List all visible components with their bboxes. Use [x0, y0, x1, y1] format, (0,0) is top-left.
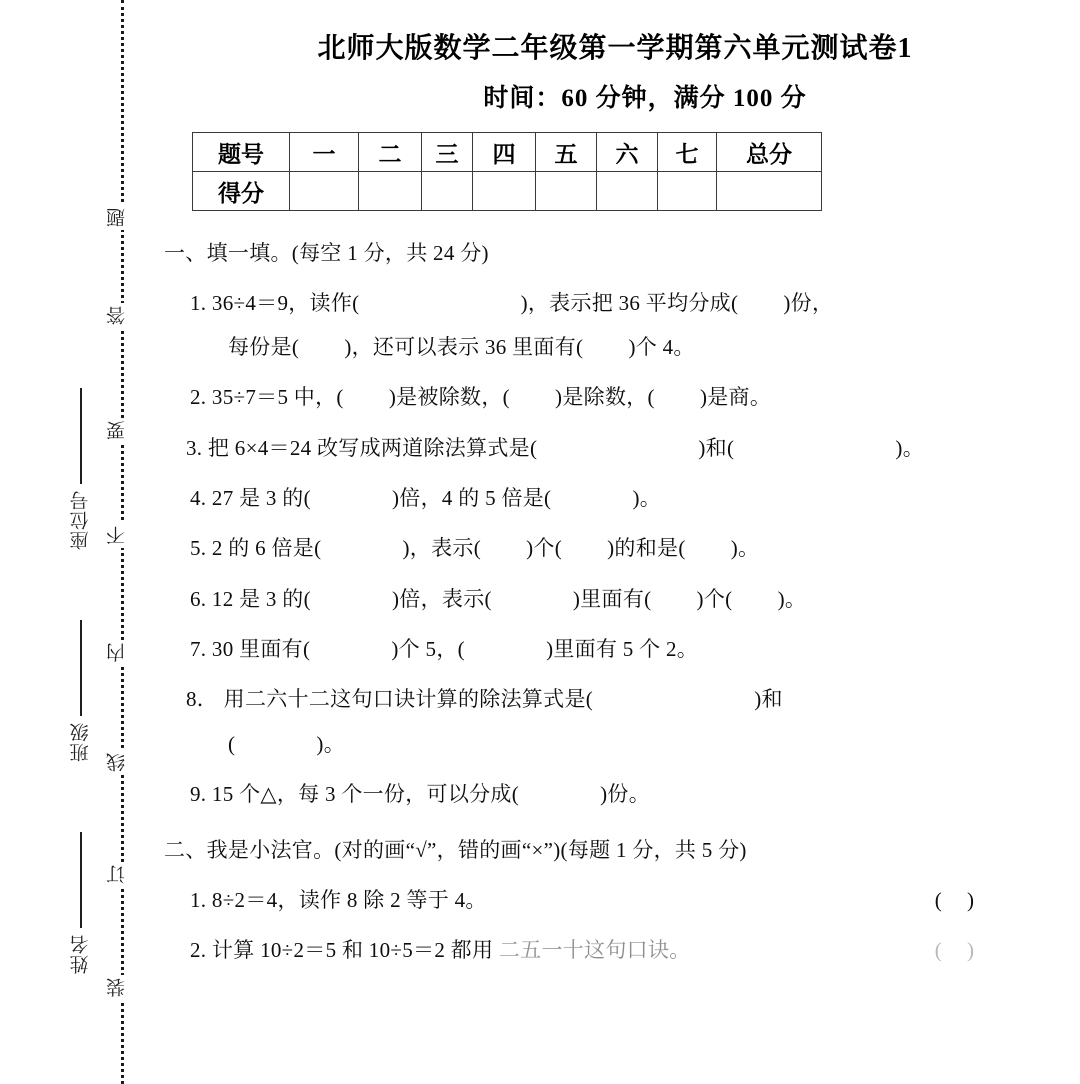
question-1-3-text-b: )和( — [698, 435, 735, 460]
question-1-9-text-b: )份。 — [600, 781, 651, 806]
question-1-8-text-c: ( — [228, 731, 236, 756]
field-name[interactable] — [58, 832, 104, 974]
question-1-3-text-a: 把 6×4＝24 改写成两道除法算式是( — [207, 435, 538, 460]
question-1-2-text-c: )是除数，( — [555, 385, 655, 410]
question-1-6-text-b: )倍，表示( — [392, 586, 492, 611]
paper-content — [150, 0, 1080, 1084]
question-1-1-text-d: 每份是( — [228, 335, 300, 360]
question-1-2 — [190, 383, 1080, 411]
score-cell-6[interactable] — [658, 172, 717, 211]
page-subtitle: 时间：60 分钟，满分 100 分 — [483, 85, 807, 112]
question-1-8-text-b: )和 — [754, 687, 783, 712]
question-1-5-text-e: )。 — [730, 536, 760, 561]
question-1-5-text-d: )的和是( — [607, 536, 686, 561]
question-1-8-text-a: 用二六十二这句口诀计算的除法算式是( — [223, 687, 594, 712]
seal-char-7: 装 — [108, 975, 138, 1000]
question-1-6-text-c: )里面有( — [572, 586, 652, 611]
question-1-7-num: 7. — [190, 637, 207, 662]
question-2-2-num: 2. — [190, 938, 207, 963]
question-1-8-num: 8． — [186, 687, 219, 712]
question-1-7-text-c: )里面有 5 个 2。 — [546, 637, 699, 662]
question-2-1-answer-box[interactable]: ( ) — [934, 888, 984, 913]
question-1-2-text-b: )是被除数，( — [388, 385, 510, 410]
question-1-7-text-b: )个 5，( — [391, 637, 465, 662]
question-1-5-text-a: 2 的 6 倍是( — [211, 536, 322, 561]
question-1-1-text-e: )，还可以表示 36 里面有( — [344, 335, 584, 360]
question-1-8-text-d: )。 — [316, 731, 346, 756]
question-1-1-line2 — [228, 331, 1080, 361]
score-table-row-label-1: 得分 — [193, 172, 290, 211]
question-1-6-num: 6. — [190, 586, 207, 611]
question-1-5-text-b: )，表示( — [402, 536, 481, 561]
question-1-3-text-c: )。 — [895, 435, 924, 460]
question-2-2-text-faded: 二五一十这句口诀。 — [498, 938, 691, 963]
question-1-2-text-a: 35÷7＝5 中，( — [211, 385, 344, 410]
question-1-6-text-a: 12 是 3 的( — [211, 586, 311, 611]
question-2-2-answer-box[interactable]: ( ) — [934, 938, 984, 963]
seal-char-2: 要 — [108, 418, 138, 443]
question-1-6-text-d: )个( — [696, 586, 733, 611]
score-table — [192, 132, 822, 211]
question-1-9 — [190, 780, 1080, 808]
score-table-col-4: 五 — [536, 133, 597, 172]
score-cell-3[interactable] — [473, 172, 536, 211]
score-table-col-7: 总分 — [717, 133, 822, 172]
question-1-6 — [190, 585, 1080, 613]
score-table-row-label-0: 题号 — [193, 133, 290, 172]
field-class-rule — [80, 620, 82, 716]
score-table-col-1: 二 — [359, 133, 422, 172]
seal-char-6: 订 — [108, 862, 138, 887]
question-1-2-num: 2. — [190, 385, 207, 410]
section-heading-2: 二、我是小法官。(对的画“√”，错的画“×”)(每题 1 分，共 5 分) — [164, 838, 747, 863]
question-1-3 — [186, 434, 1080, 462]
score-cell-5[interactable] — [597, 172, 658, 211]
question-1-4-text-a: 27 是 3 的( — [211, 486, 311, 511]
seal-char-1: 答 — [108, 303, 138, 328]
question-1-2-text-d: )是商。 — [699, 385, 772, 410]
question-1-5-num: 5. — [190, 536, 207, 561]
seal-char-3: 不 — [108, 523, 138, 548]
score-table-col-3: 四 — [473, 133, 536, 172]
seal-char-5: 线 — [108, 750, 138, 775]
field-class-label: 班级 — [70, 722, 92, 762]
binding-margin — [0, 0, 150, 1084]
field-seat-number-rule — [80, 388, 82, 484]
table-row-header — [193, 133, 822, 172]
question-1-3-num: 3. — [186, 435, 203, 460]
question-1-1-text-f: )个 4。 — [628, 335, 695, 360]
question-1-8-line2 — [228, 728, 1080, 758]
question-2-1 — [190, 886, 1020, 914]
question-1-4-num: 4. — [190, 486, 207, 511]
question-2-2 — [190, 936, 1020, 964]
question-1-1-text-c: )份， — [783, 291, 834, 315]
score-cell-2[interactable] — [422, 172, 473, 211]
section-heading-1: 一、填一填。(每空 1 分，共 24 分) — [164, 241, 489, 265]
field-class[interactable] — [58, 620, 104, 762]
question-1-7-text-a: 30 里面有( — [211, 637, 311, 662]
score-table-col-2: 三 — [422, 133, 473, 172]
field-seat-number-label: 座位号 — [70, 490, 92, 550]
field-seat-number[interactable] — [58, 388, 104, 550]
question-1-1 — [190, 289, 1080, 317]
field-name-label: 姓名 — [70, 934, 92, 974]
table-row-score — [193, 172, 822, 211]
question-2-1-text: 8÷2＝4，读作 8 除 2 等于 4。 — [211, 888, 487, 913]
score-cell-7[interactable] — [717, 172, 822, 211]
score-table-wrapper — [150, 132, 1080, 211]
question-1-7 — [190, 635, 1080, 663]
question-2-2-text: 计算 10÷2＝5 和 10÷5＝2 都用 — [211, 938, 494, 963]
question-1-4 — [190, 484, 1080, 512]
question-1-1-num: 1. — [190, 291, 207, 315]
question-2-1-num: 1. — [190, 888, 207, 913]
score-cell-0[interactable] — [290, 172, 359, 211]
seal-char-0: 题 — [108, 205, 138, 230]
question-1-5-text-c: )个( — [526, 536, 563, 561]
question-1-4-text-b: )倍，4 的 5 倍是( — [392, 486, 552, 511]
page-title: 北师大版数学二年级第一学期第六单元测试卷1 — [317, 33, 913, 64]
seal-char-4: 内 — [108, 640, 138, 665]
question-1-1-text-b: )，表示把 36 平均分成( — [520, 291, 739, 315]
question-1-9-num: 9. — [190, 781, 207, 806]
question-1-5 — [190, 534, 1080, 562]
score-cell-4[interactable] — [536, 172, 597, 211]
score-table-col-5: 六 — [597, 133, 658, 172]
score-table-col-6: 七 — [658, 133, 717, 172]
question-1-1-text-a: 36÷4＝9，读作( — [211, 291, 360, 315]
score-cell-1[interactable] — [359, 172, 422, 211]
question-1-9-text-a: 15 个△，每 3 个一份，可以分成( — [211, 781, 520, 806]
question-1-6-text-e: )。 — [777, 586, 807, 611]
question-1-8 — [186, 685, 1080, 713]
question-1-4-text-c: )。 — [632, 486, 662, 511]
score-table-col-0: 一 — [290, 133, 359, 172]
field-name-rule — [80, 832, 82, 928]
